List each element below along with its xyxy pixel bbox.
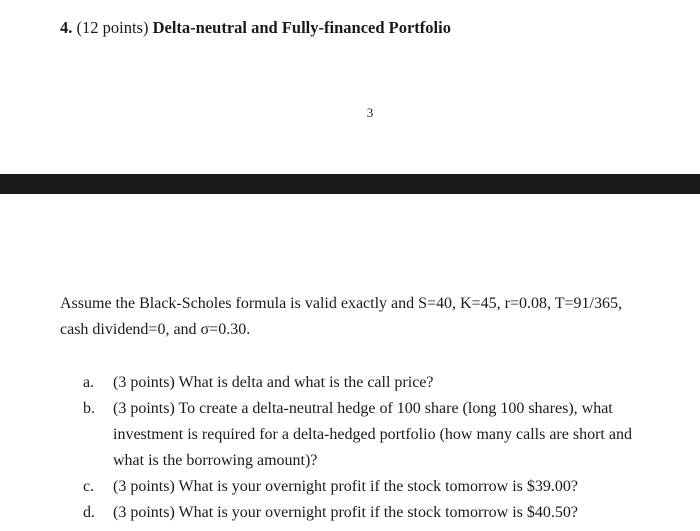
question-text: investment is required for a delta-hedged portfolio (how many calls are short and: [113, 426, 632, 443]
problem-points: (12 points): [76, 18, 149, 37]
problem-number: 4.: [60, 18, 73, 37]
question-marker: c.: [83, 478, 95, 495]
question-marker: d.: [83, 504, 95, 521]
question-marker: b.: [83, 400, 95, 417]
page-break-divider: [0, 174, 700, 194]
question-a: [83, 370, 683, 396]
question-c: [83, 474, 683, 500]
question-text: (3 points) What is your overnight profit if the stock tomorrow is $40.50?: [113, 504, 578, 521]
question-marker: a.: [83, 374, 95, 391]
question-text: what is the borrowing amount)?: [113, 452, 318, 469]
intro-line: Assume the Black-Scholes formula is valid exactly and S=40, K=45, r=0.08, T=91/365,: [60, 295, 622, 312]
problem-title: Delta-neutral and Fully-financed Portfolio: [152, 18, 451, 37]
intro-line: cash dividend=0, and σ=0.30.: [60, 321, 251, 338]
problem-heading: [60, 18, 451, 38]
problem-intro: [60, 291, 690, 343]
page-number: 3: [366, 105, 374, 120]
question-list: [83, 370, 683, 526]
question-text: (3 points) What is your overnight profit if the stock tomorrow is $39.00?: [113, 478, 578, 495]
question-d: [83, 500, 683, 526]
question-text: (3 points) To create a delta-neutral hedge of 100 share (long 100 shares), what: [113, 400, 613, 417]
question-text: (3 points) What is delta and what is the call price?: [113, 374, 434, 391]
question-b: [83, 396, 683, 474]
